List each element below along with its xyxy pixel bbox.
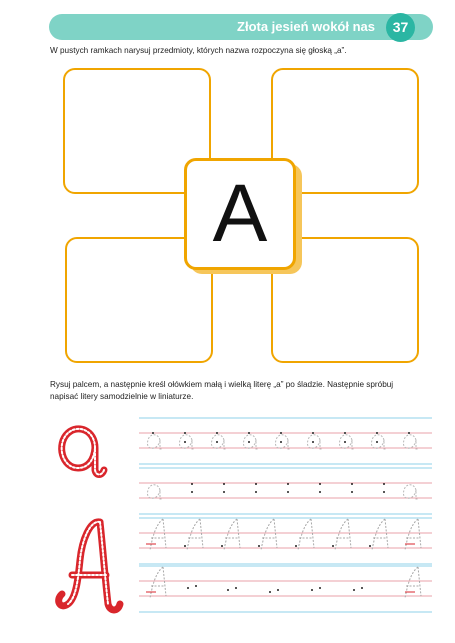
instruction-exercise-2: Rysuj palcem, a następnie kreśl ołówkiem małą i wielką literę „a” po śladzie. Następnie spróbuj napisać litery samodzielnie w liniaturze. [50, 380, 394, 401]
trace-row-4-dots [187, 585, 363, 593]
trace-A-6 [335, 519, 351, 550]
trace-a-8 [371, 435, 387, 449]
trace-A-row4-last [405, 567, 421, 598]
trace-A-4 [261, 519, 277, 550]
trace-a-3 [211, 435, 227, 449]
model-lowercase-a [62, 429, 104, 475]
trace-A-5 [298, 519, 314, 550]
trace-row-2-dots [191, 483, 385, 493]
page-title: Złota jesień wokół nas [237, 19, 375, 34]
trace-row-1 [147, 435, 419, 449]
trace-row-3 [150, 519, 421, 550]
trace-row-3-dots [184, 545, 371, 547]
trace-row-4 [150, 567, 421, 598]
trace-A-row4-first [150, 567, 166, 598]
trace-row-2 [147, 485, 419, 499]
trace-a-7 [339, 435, 355, 449]
model-uppercase-a [59, 522, 120, 610]
trace-a-row2-last [403, 485, 419, 499]
trace-A-2 [187, 519, 203, 550]
trace-A-3 [224, 519, 240, 550]
trace-a-4 [243, 435, 259, 449]
trace-a-9 [403, 435, 419, 449]
trace-a-2 [179, 435, 195, 449]
trace-A-7 [372, 519, 388, 550]
writing-lines [139, 418, 432, 612]
trace-a-row2-first [147, 485, 163, 499]
trace-a-5 [275, 435, 291, 449]
center-letter: A [212, 168, 268, 259]
instruction-exercise-1: W pustych ramkach narysuj przedmioty, których nazwa rozpoczyna się głoską „a”. [50, 46, 347, 55]
trace-a-1 [147, 435, 163, 449]
trace-A-8 [405, 519, 421, 550]
page-number-badge: 37 [386, 13, 415, 42]
trace-a-6 [307, 435, 323, 449]
trace-A-1 [150, 519, 166, 550]
